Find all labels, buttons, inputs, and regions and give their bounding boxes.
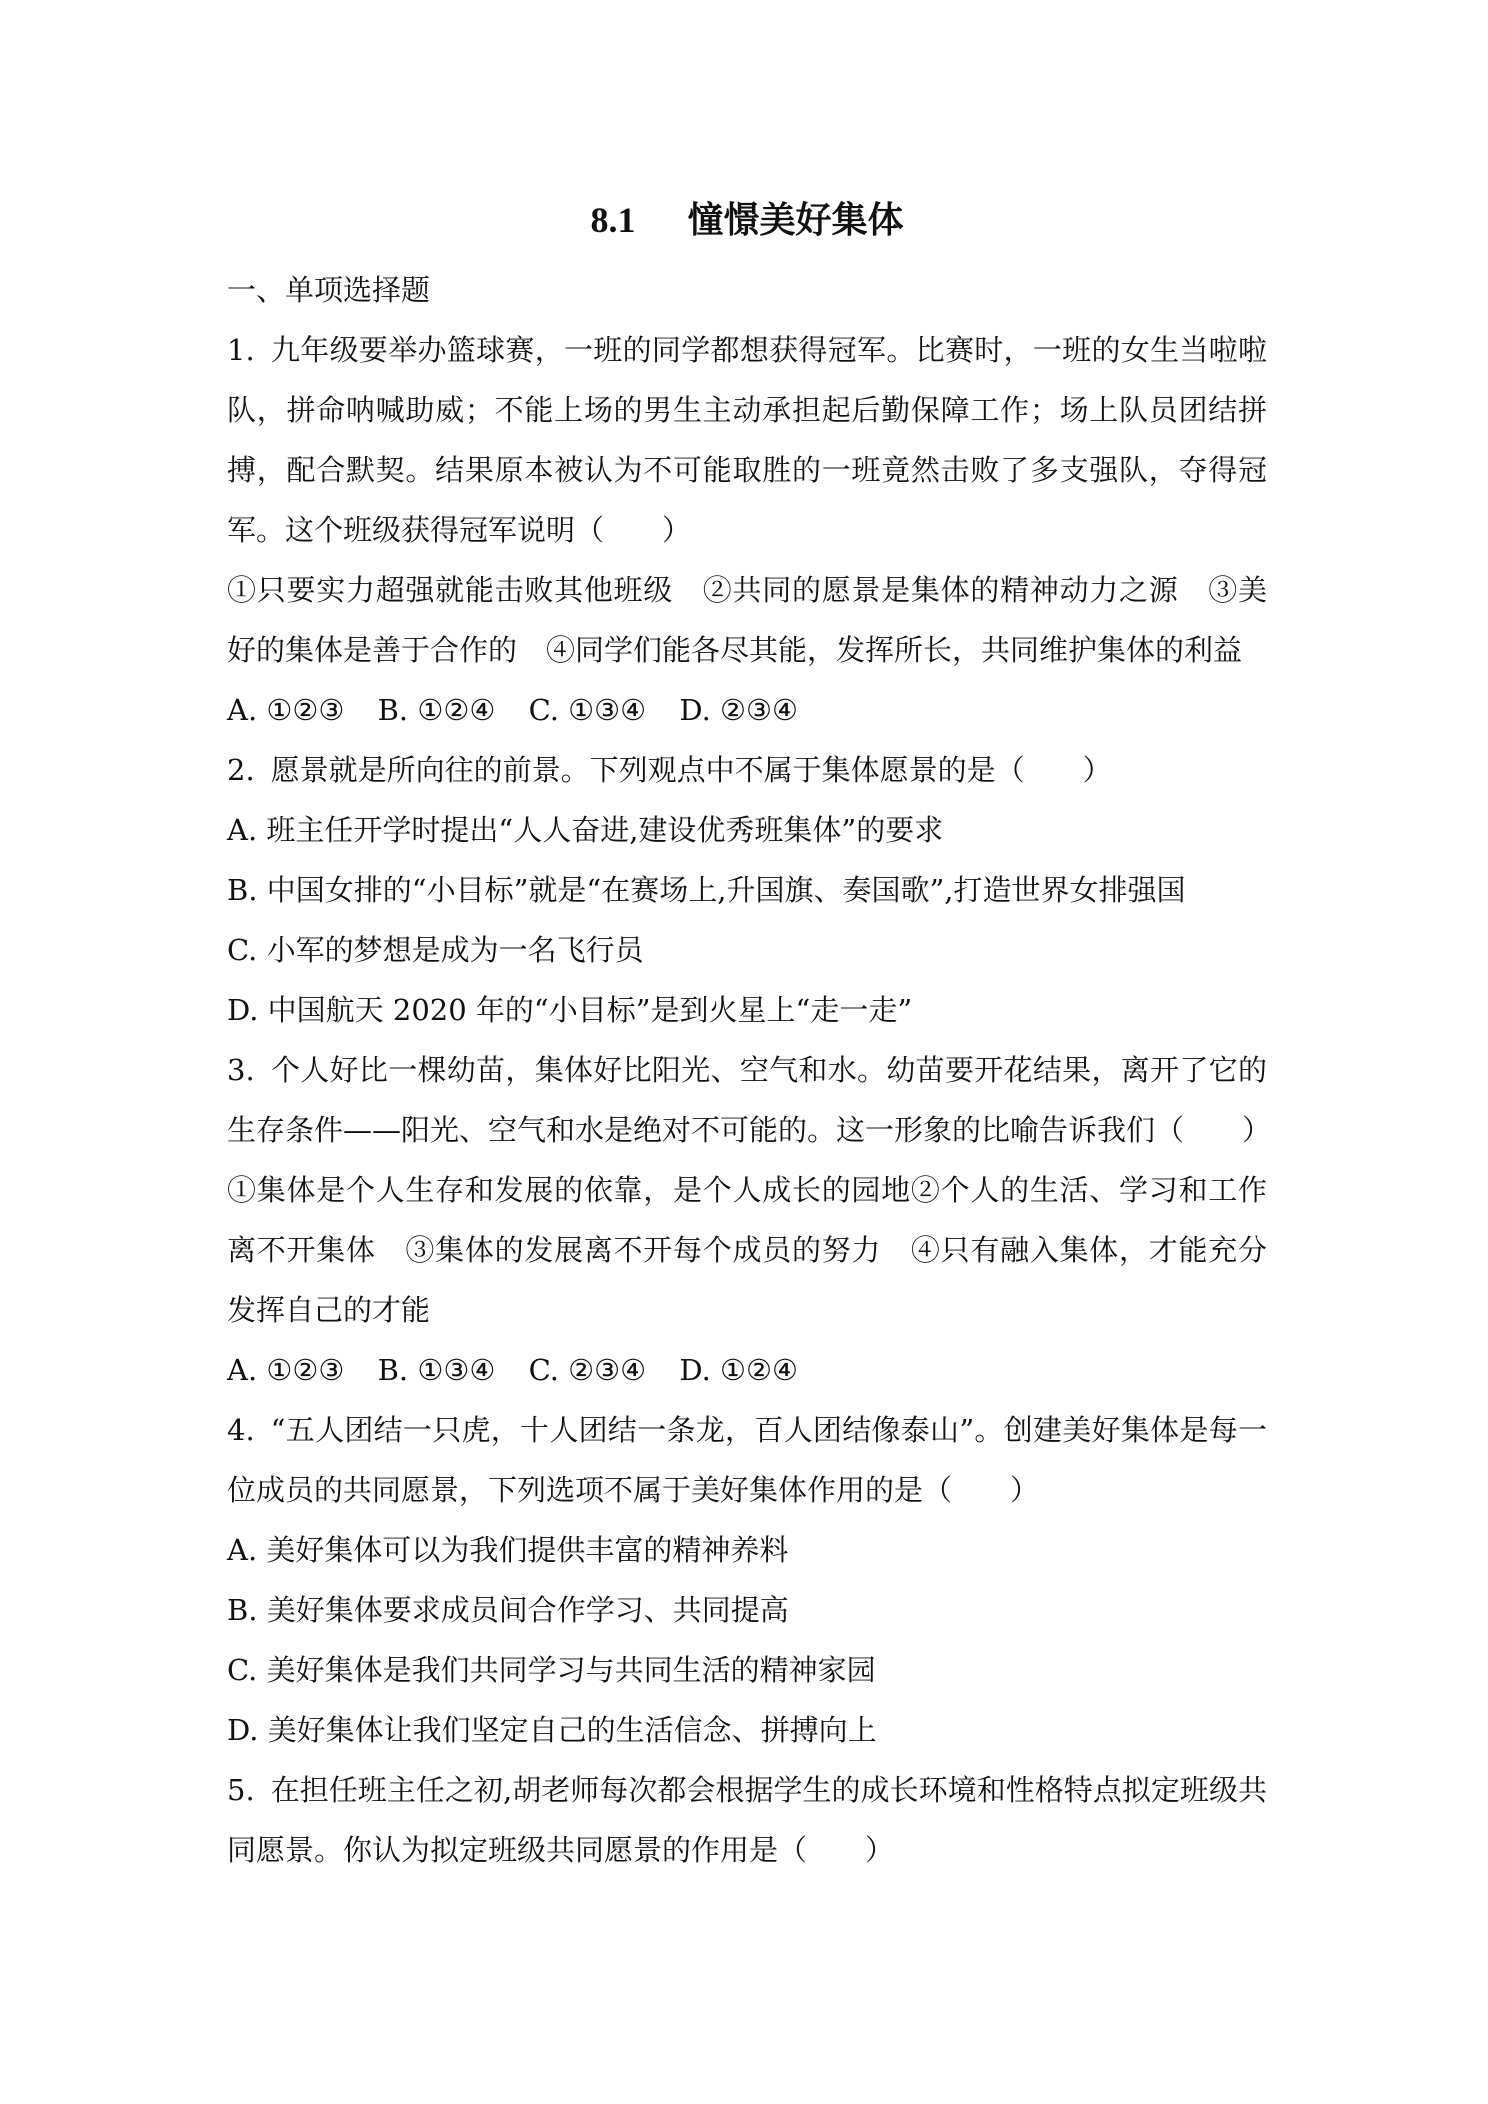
option-d: D. 中国航天 2020 年的“小目标”是到火星上“走一走” xyxy=(227,993,913,1027)
question-number: 4. xyxy=(227,1413,255,1447)
question-number: 1. xyxy=(227,333,255,367)
question-4 xyxy=(227,1400,1267,1760)
choice-b: B. ①③④ xyxy=(377,1353,496,1387)
section-heading: 一、单项选择题 xyxy=(227,273,431,307)
question-stem xyxy=(227,1040,1272,1160)
question-stem xyxy=(227,740,1267,800)
choice-a: A. ①②③ xyxy=(227,693,345,727)
question-stem xyxy=(227,1760,1267,1880)
document-content xyxy=(227,190,1272,1880)
option-a: A. 美好集体可以为我们提供丰富的精神养料 xyxy=(227,1533,789,1567)
question-5 xyxy=(227,1760,1267,1880)
choice-c: C. ①③④ xyxy=(528,693,647,727)
option-a: A. 班主任开学时提出“人人奋进,建设优秀班集体”的要求 xyxy=(227,813,944,847)
option-c: C. 小军的梦想是成为一名飞行员 xyxy=(227,933,644,967)
question-number: 5. xyxy=(227,1773,255,1807)
title-text: 憧憬美好集体 xyxy=(687,199,904,241)
question-1 xyxy=(227,320,1267,740)
question-statements: ①只要实力超强就能击败其他班级 ②共同的愿景是集体的精神动力之源 ③美好的集体是善于合作的 ④同学们能各尽其能，发挥所长，共同维护集体的利益 xyxy=(227,573,1267,667)
question-stem xyxy=(227,320,1267,560)
option-b: B. 中国女排的“小目标”就是“在赛场上,升国旗、奏国歌”,打造世界女排强国 xyxy=(227,873,1186,907)
question-number: 3. xyxy=(227,1053,255,1087)
answer-choices xyxy=(227,680,1267,740)
choice-c: C. ②③④ xyxy=(528,1353,647,1387)
question-text: “五人团结一只虎，十人团结一条龙，百人团结像泰山”。创建美好集体是每一位成员的共同愿景，下列选项不属于美好集体作用的是（ ） xyxy=(227,1413,1267,1507)
question-stem xyxy=(227,1400,1267,1520)
question-3 xyxy=(227,1040,1272,1400)
question-2 xyxy=(227,740,1267,1040)
question-statements: ①集体是个人生存和发展的依靠，是个人成长的园地②个人的生活、学习和工作离不开集体 ③集体的发展离不开每个成员的努力 ④只有融入集体，才能充分发挥自己的才能 xyxy=(227,1173,1267,1327)
title-number: 8.1 xyxy=(590,200,636,240)
question-text: 愿景就是所向往的前景。下列观点中不属于集体愿景的是（ ） xyxy=(270,753,1112,787)
question-text: 九年级要举办篮球赛，一班的同学都想获得冠军。比赛时，一班的女生当啦啦队，拼命呐喊助威；不能上场的男生主动承担起后勤保障工作；场上队员团结拼搏，配合默契。结果原本被认为不可能取胜的一班竟然击败了多支强队，夺得冠军。这个班级获得冠军说明（ ） xyxy=(227,333,1267,547)
choice-a: A. ①②③ xyxy=(227,1353,345,1387)
option-d: D. 美好集体让我们坚定自己的生活信念、拼搏向上 xyxy=(227,1713,877,1747)
option-b: B. 美好集体要求成员间合作学习、共同提高 xyxy=(227,1593,789,1627)
question-text: 个人好比一棵幼苗，集体好比阳光、空气和水。幼苗要开花结果，离开了它的生存条件——阳光、空气和水是绝对不可能的。这一形象的比喻告诉我们（ ） xyxy=(227,1053,1272,1147)
option-c: C. 美好集体是我们共同学习与共同生活的精神家园 xyxy=(227,1653,876,1687)
choice-b: B. ①②④ xyxy=(377,693,496,727)
question-text: 在担任班主任之初,胡老师每次都会根据学生的成长环境和性格特点拟定班级共同愿景。你认为拟定班级共同愿景的作用是（ ） xyxy=(227,1773,1267,1867)
choice-d: D. ②③④ xyxy=(679,693,799,727)
answer-choices xyxy=(227,1340,1267,1400)
question-number: 2. xyxy=(227,753,255,787)
choice-d: D. ①②④ xyxy=(679,1353,799,1387)
page-title xyxy=(227,190,1267,250)
